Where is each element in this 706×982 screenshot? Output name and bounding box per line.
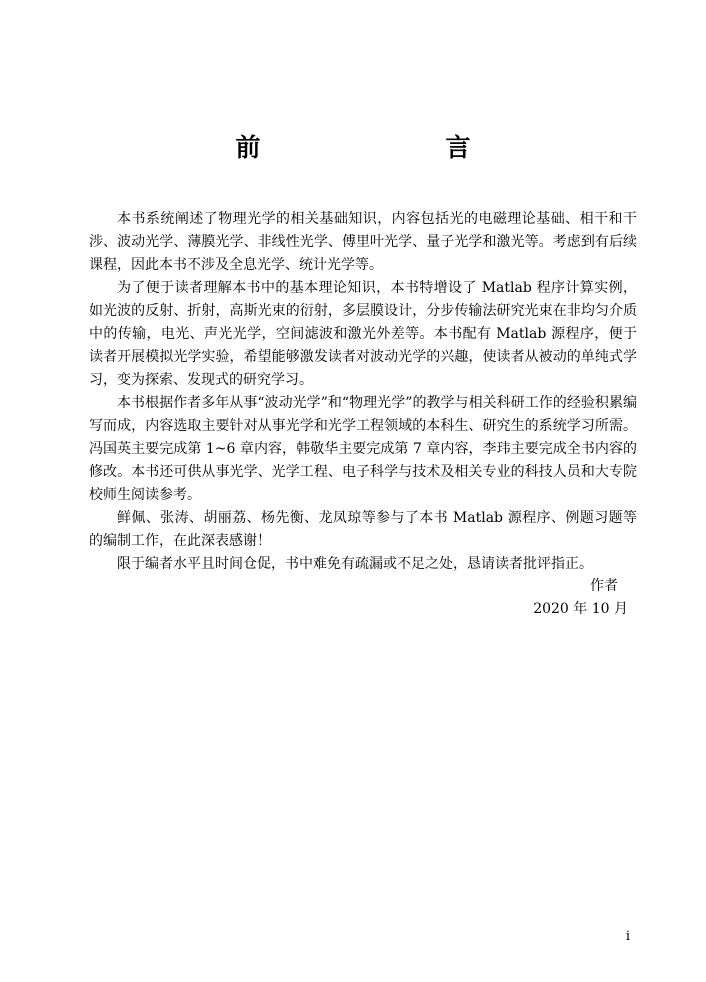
author-signature: 作者 xyxy=(590,578,618,594)
signature-block xyxy=(533,575,628,621)
paragraph-5: 限于编者水平且时间仓促，书中难免有疏漏或不足之处，恳请读者批评指正。 xyxy=(117,556,593,572)
paragraph-1: 本书系统阐述了物理光学的相关基础知识，内容包括光的电磁理论基础、相干和干涉、波动光学、薄膜光学、非线性光学、傅里叶光学、量子光学和激光等。考虑到有后续课程，因此本书不涉及全息光学、统计光学等。 xyxy=(89,211,637,273)
paragraph-3: 本书根据作者多年从事“波动光学”和“物理光学”的教学与相关科研工作的经验积累编写而成，内容选取主要针对从事光学和光学工程领域的本科生、研究生的系统学习所需。冯国英主要完成第 1~6 章内容，韩敬华主要完成第 7 章内容，李玮主要完成全书内容的修改。本书还可供从事光学、光学工程、电子科学与技术及相关专业的科技人员和大专院校师生阅读参考。 xyxy=(89,395,637,503)
paragraph-2: 为了便于读者理解本书中的基本理论知识，本书特增设了 Matlab 程序计算实例，如光波的反射、折射，高斯光束的衍射，多层膜设计，分步传输法研究光束在非均匀介质中的传输，电光、声光光学，空间滤波和激光外差等。本书配有 Matlab 源程序，便于读者开展模拟光学实验，希望能够激发读者对波动光学的兴趣，使读者从被动的单纯式学习，变为探索、发现式的研究学习。 xyxy=(89,280,637,388)
page-title: 前 言 xyxy=(235,133,516,162)
signature-date: 2020 年 10 月 xyxy=(533,601,628,617)
page-number: i xyxy=(625,929,630,944)
paragraph-4: 鲜佩、张涛、胡丽荔、杨先衡、龙凤琼等参与了本书 Matlab 源程序、例题习题等的编制工作，在此深表感谢！ xyxy=(89,510,637,549)
preface-body xyxy=(89,208,637,576)
